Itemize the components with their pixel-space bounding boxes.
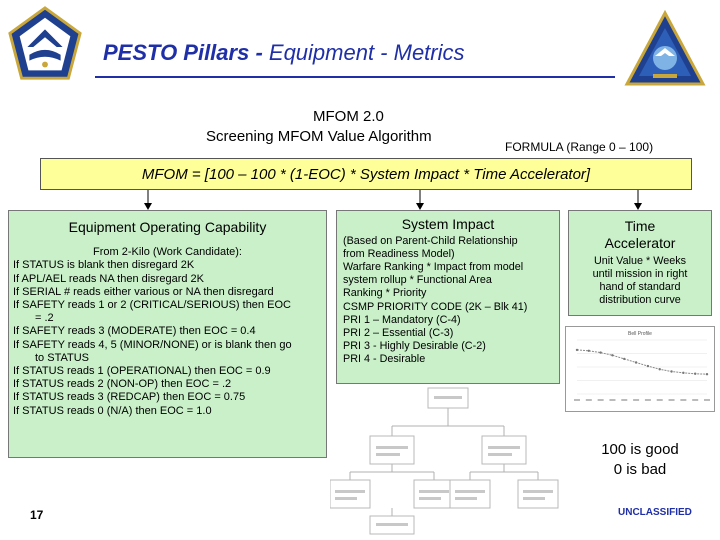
system-impact-line: (Based on Parent-Child Relationship [343,235,518,248]
time-accelerator-box [568,210,712,316]
arrow-down-icon [144,203,152,210]
time-accelerator-title-line2: Accelerator [604,235,676,251]
title-underline [95,76,615,78]
tree-node [414,480,454,508]
system-impact-line: PRI 2 – Essential (C-3) [343,326,454,339]
eoc-rule: = .2 [35,312,54,325]
system-impact-line: CSMP PRIORITY CODE (2K – Blk 41) [343,300,528,313]
system-impact-line: system rollup * Functional Area [343,274,492,287]
chart-x-tick [645,399,651,401]
command-emblem-logo [6,6,84,84]
eoc-rule: If SERIAL # reads either various or NA then disregard [13,285,274,298]
slide-title-bold: PESTO Pillars - [103,40,269,65]
chart-point [647,365,649,367]
time-accelerator-line: Unit Value * Weeks [593,255,687,267]
distribution-curve-chart [565,326,715,412]
chart-x-tick [680,399,686,401]
good-bad-note [565,440,715,480]
chart-point [682,372,684,374]
chart-x-tick [692,399,698,401]
tree-node [482,436,526,464]
equipment-operating-capability-box [8,210,327,458]
chart-point [635,361,637,363]
equipment-box-title: Equipment Operating Capability [68,219,267,235]
classification-marking: UNCLASSIFIED [618,507,692,518]
chart-point [659,368,661,370]
system-impact-line: PRI 3 - Highly Desirable (C-2) [343,339,486,352]
system-impact-line: from Readiness Model) [343,248,455,261]
chart-point [611,354,613,356]
chart-point [706,373,708,375]
eoc-rule: If STATUS reads 1 (OPERATIONAL) then EOC = 0.9 [13,365,271,378]
chart-point [623,358,625,360]
chart-point [670,370,672,372]
time-accelerator-line: distribution curve [599,294,681,306]
eoc-rule: If STATUS reads 3 (REDCAP) then EOC = 0.75 [13,391,246,404]
chart-point [588,350,590,352]
chart-x-tick [574,399,580,401]
system-impact-line: Warfare Ranking * Impact from model [343,261,524,274]
good-note: 100 is good [601,441,679,458]
eoc-rule: If STATUS reads 0 (N/A) then EOC = 1.0 [13,404,212,417]
eoc-rule: If SAFETY reads 4, 5 (MINOR/NONE) or is blank then go [13,338,292,351]
readiness-tree-diagram [330,386,566,536]
heading-algorithm: Screening MFOM Value Algorithm [206,128,432,145]
tree-node [370,436,414,464]
arrow-down-icon [416,203,424,210]
time-accelerator-line: until mission in right [592,268,688,280]
chart-x-tick [598,399,604,401]
chart-point [576,349,578,351]
time-accelerator-line: hand of standard [599,281,681,293]
chart-point [694,373,696,375]
chart-x-tick [621,399,627,401]
chart-title: Bell Profile [628,331,652,337]
slide-title [103,40,465,66]
chart-x-tick [633,399,639,401]
triangle-emblem-logo [624,10,706,90]
chart-x-tick [704,399,710,401]
chart-x-tick [609,399,615,401]
eoc-rule: to STATUS [35,351,89,364]
chart-point [599,351,601,353]
eoc-rule: If APL/AEL reads NA then disregard 2K [13,272,204,285]
tree-node [450,480,490,508]
formula-range-label: FORMULA (Range 0 – 100) [505,140,654,154]
system-impact-line: Ranking * Priority [343,287,427,300]
chart-x-tick [586,399,592,401]
tree-node [330,480,370,508]
eoc-rule: If SAFETY reads 3 (MODERATE) then EOC = 0.4 [13,325,256,338]
time-accelerator-title-line1: Time [624,218,656,234]
system-impact-line: PRI 4 - Desirable [343,352,426,365]
formula-arrows [0,190,720,212]
bad-note: 0 is bad [613,461,667,478]
arrow-down-icon [634,203,642,210]
slide-title-rest: Equipment - Metrics [268,40,465,65]
tree-node [518,480,558,508]
eoc-rule: If STATUS reads 2 (NON-OP) then EOC = .2 [13,378,232,391]
chart-x-tick [657,399,663,401]
chart-x-tick [669,399,675,401]
page-number: 17 [30,508,44,522]
eoc-rule: If STATUS is blank then disregard 2K [13,259,195,272]
system-impact-line: PRI 1 – Mandatory (C-4) [343,313,461,326]
system-impact-box [336,210,560,384]
equipment-subtitle: From 2-Kilo (Work Candidate): [93,246,242,259]
system-impact-title: System Impact [401,216,495,232]
eoc-rule: If SAFETY reads 1 or 2 (CRITICAL/SERIOUS) then EOC [13,299,291,312]
mfom-formula-box: MFOM = [100 – 100 * (1-EOC) * System Impact * Time Accelerator] [40,158,692,190]
time-accelerator-title [569,218,711,252]
heading-version: MFOM 2.0 [313,108,384,125]
